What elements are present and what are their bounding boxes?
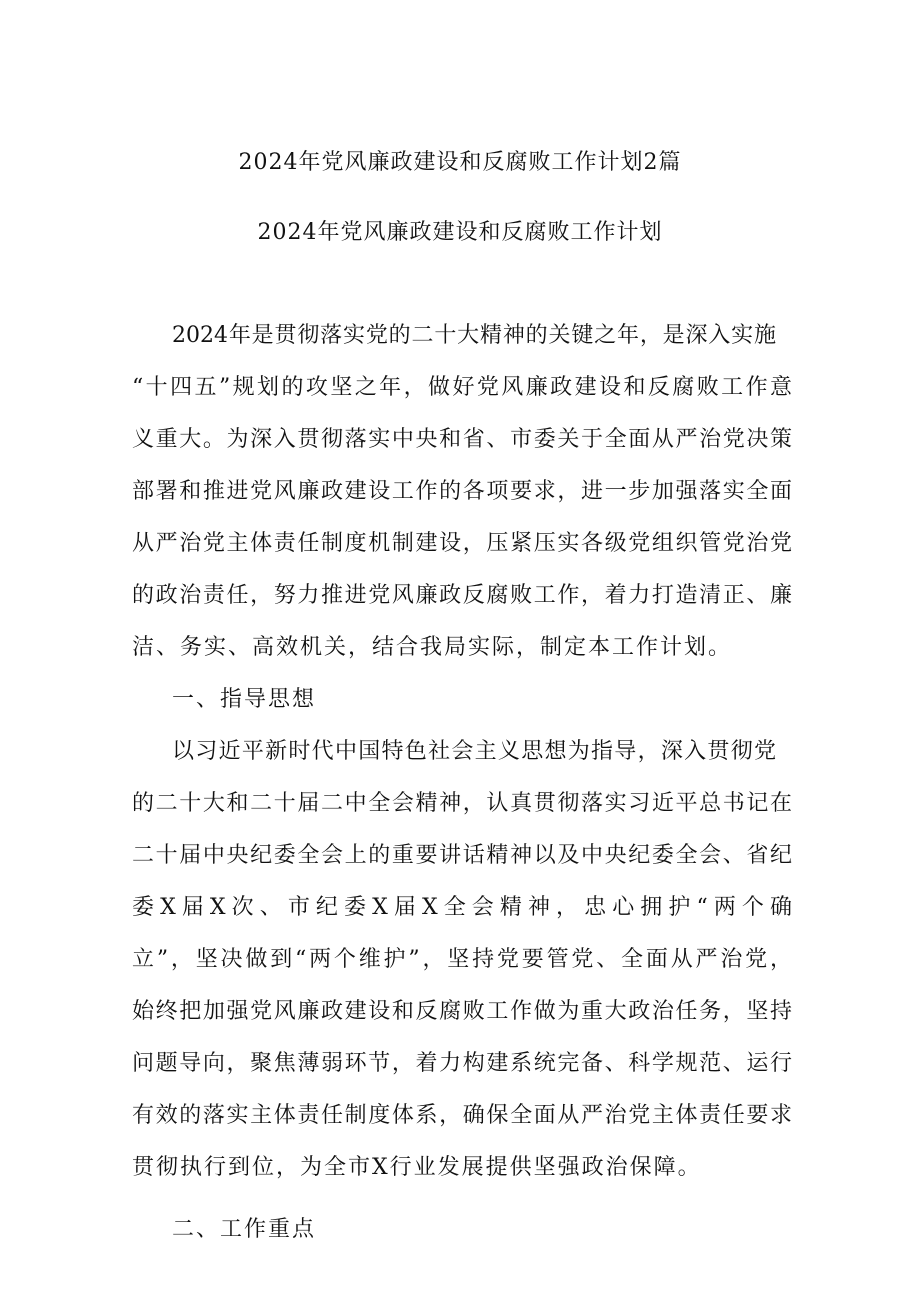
section1-paragraph-line: 的二十大和二十届二中全会精神，认真贯彻落实习近平总书记在 bbox=[132, 791, 792, 816]
section1-paragraph-line: 委X届X次、市纪委X届X全会精神，忠心拥护“两个确 bbox=[132, 895, 792, 920]
document-sub-title: 2024年党风廉政建设和反腐败工作计划 bbox=[257, 220, 663, 245]
section1-paragraph-line: 二十届中央纪委全会上的重要讲话精神以及中央纪委全会、省纪 bbox=[132, 843, 792, 868]
section1-paragraph-line: 问题导向，聚焦薄弱环节，着力构建系统完备、科学规范、运行 bbox=[132, 1051, 792, 1076]
section1-paragraph-line: 有效的落实主体责任制度体系，确保全面从严治党主体责任要求 bbox=[132, 1103, 792, 1128]
document-main-title: 2024年党风廉政建设和反腐败工作计划2篇 bbox=[238, 150, 682, 175]
intro-paragraph-line: 义重大。为深入贯彻落实中央和省、市委关于全面从严治党决策 bbox=[132, 427, 792, 452]
section-heading-work-focus: 二、工作重点 bbox=[172, 1217, 317, 1242]
section-heading-guiding-ideology: 一、指导思想 bbox=[172, 687, 317, 712]
intro-paragraph-line: 部署和推进党风廉政建设工作的各项要求，进一步加强落实全面 bbox=[132, 479, 792, 504]
intro-paragraph-line: “十四五”规划的攻坚之年，做好党风廉政建设和反腐败工作意 bbox=[132, 375, 792, 400]
intro-paragraph-line: 洁、务实、高效机关，结合我局实际，制定本工作计划。 bbox=[132, 635, 733, 660]
section1-paragraph-line: 以习近平新时代中国特色社会主义思想为指导，深入贯彻党 bbox=[172, 739, 776, 764]
section1-paragraph-line: 立”，坚决做到“两个维护”，坚持党要管党、全面从严治党， bbox=[132, 947, 792, 972]
intro-paragraph-line: 的政治责任，努力推进党风廉政反腐败工作，着力打造清正、廉 bbox=[132, 583, 792, 608]
section1-paragraph-line: 贯彻执行到位，为全市X行业发展提供坚强政治保障。 bbox=[132, 1155, 702, 1180]
intro-paragraph-line: 2024年是贯彻落实党的二十大精神的关键之年，是深入实施 bbox=[172, 323, 776, 348]
section1-paragraph-line: 始终把加强党风廉政建设和反腐败工作做为重大政治任务，坚持 bbox=[132, 999, 792, 1024]
intro-paragraph-line: 从严治党主体责任制度机制建设，压紧压实各级党组织管党治党 bbox=[132, 531, 792, 556]
